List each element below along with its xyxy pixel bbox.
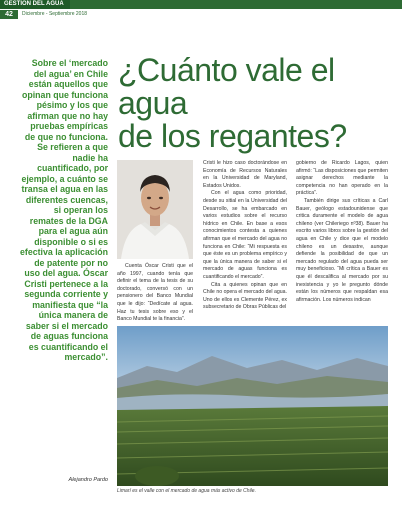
article-column-2 bbox=[203, 160, 287, 312]
portrait-photo bbox=[117, 160, 193, 259]
sidebar-quote: Sobre el ‘mercado del agua’ en Chile están aquellos que opinan que funciona pésimo y los que afirman que no hay pruebas empíricas de que no funciona. Se refieren a que nadie ha cuantificado, por ejemplo, a cuánto se transa el agua en las diferentes cuencas, si operan los remates de la DGA para el agua aún disponible o si es efectiva la aplicación de patente por no uso del agua. Óscar Cristi pertenece a la segunda corriente y manifiesta que “la única manera de saber si el mercado de aguas funciona es cuantificando el mercado”. bbox=[20, 58, 109, 362]
article-column-1 bbox=[117, 263, 193, 324]
article-title bbox=[118, 54, 398, 153]
quote-author: Alejandro Pardo bbox=[68, 477, 108, 483]
column-2-paragraph-3: Cita a quienes opinan que en Chile no opera el mercado del agua. Uno de ellos es Clemente Pérez, ex subsecretario de Obras Públicas del bbox=[203, 281, 287, 311]
column-2-paragraph-1: Cristi le hizo caso doctorándose en Economía de Recursos Naturales en la Universidad de Maryland, Estados Unidos. bbox=[203, 160, 287, 189]
page-number: 42 bbox=[0, 10, 18, 19]
landscape-illustration bbox=[117, 326, 388, 486]
column-2-paragraph-2: Con el agua como prioridad, desde su sitial en la Universidad del Desarrollo, se ha embarcado en varios estudios sobre el recurso hídrico en Chile. En base a esos conocimientos contesta a quienes afirman que el mercado del agua no funciona en Chile: “Mi respuesta es que éste es un problema empírico y que la única manera de saber si el mercado de aguas funciona es cuantificando el mercado”. bbox=[203, 190, 287, 280]
column-3-paragraph-1: gobierno de Ricardo Lagos, quien afirmó: “Las disposiciones que permiten asignar derechos mediante la competencia no han operado en la práctica”. bbox=[296, 160, 388, 197]
article-column-3 bbox=[296, 160, 388, 304]
section-label: GESTIÓN DEL AGUA bbox=[0, 0, 70, 9]
portrait-illustration bbox=[117, 160, 193, 259]
title-line-2: de los regantes? bbox=[118, 118, 347, 154]
column-3-paragraph-2: También dirige sus críticas a Carl Bauer, geólogo estadounidense que critica duramente el modelo de agua chileno (ver Chileriego nº38). Bauer ha escrito varios libros sobre la gestión del agua en Chile y dice que el modelo chileno es un desastre, aunque defiende la posibilidad de que un mercado regulado del agua pueda ser muy beneficioso. “Mi crítica a Bauer es que él descalifica al mercado por su inexistencia y yo le pregunto dónde están los números que respaldan esa afirmación. Los números indican bbox=[296, 197, 388, 303]
title-line-1: ¿Cuánto vale el agua bbox=[118, 52, 335, 121]
photo-caption: Limarí es el valle con el mercado de agua más activo de Chile. bbox=[117, 488, 256, 494]
valley-landscape-photo bbox=[117, 326, 388, 486]
issue-line: Diciembre - Septiembre 2018 bbox=[22, 11, 88, 17]
column-1-paragraph: Cuenta Óscar Cristi que el año 1997, cuando tenía que definir el tema de la tesis de su doctorado, conversó con un pensionero del Banco Mundial que le dijo: “Dedícate al agua. Haz tu tesis sobre eso y el Banco Mundial te la financia”. bbox=[117, 263, 193, 323]
